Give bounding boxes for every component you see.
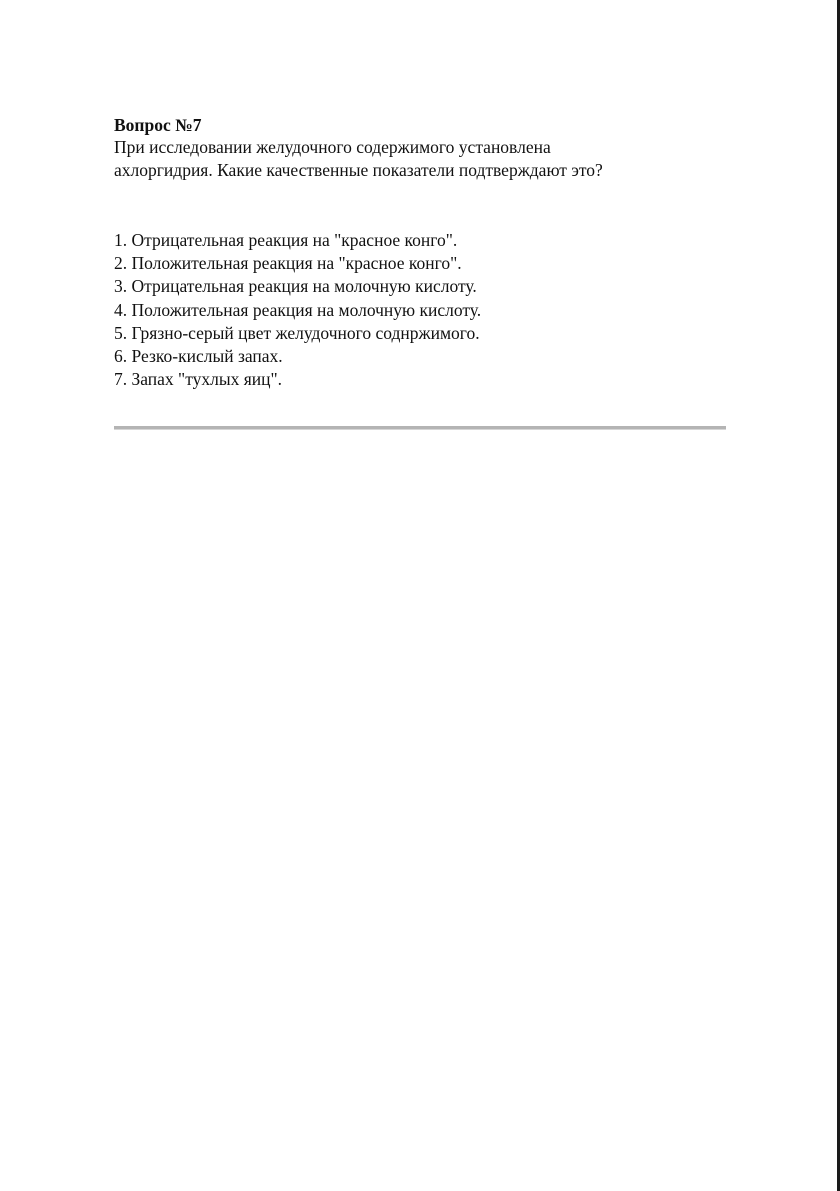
answer-option-3[interactable]: 3. Отрицательная реакция на молочную кислоту. [114, 276, 477, 297]
question-block [114, 114, 726, 390]
answer-option-7[interactable]: 7. Запах "тухлых яиц". [114, 369, 283, 390]
answer-option-1[interactable]: 1. Отрицательная реакция на "красное конго". [114, 230, 458, 250]
question-title: Вопрос №7 [114, 115, 202, 135]
answer-option-2[interactable]: 2. Положительная реакция на "красное конго". [114, 253, 462, 274]
answer-option-4[interactable]: 4. Положительная реакция на молочную кислоту. [114, 299, 482, 320]
answer-option-5[interactable]: 5. Грязно-серый цвет желудочного соднржимого. [114, 322, 480, 343]
answer-list [114, 229, 481, 391]
horizontal-divider [114, 426, 726, 430]
answer-option-6[interactable]: 6. Резко-кислый запах. [114, 346, 283, 367]
question-text-line-2: ахлоргидрия. Какие качественные показатели подтверждают это? [114, 160, 603, 180]
question-text-line-1: При исследовании желудочного содержимого установлена [114, 137, 551, 157]
